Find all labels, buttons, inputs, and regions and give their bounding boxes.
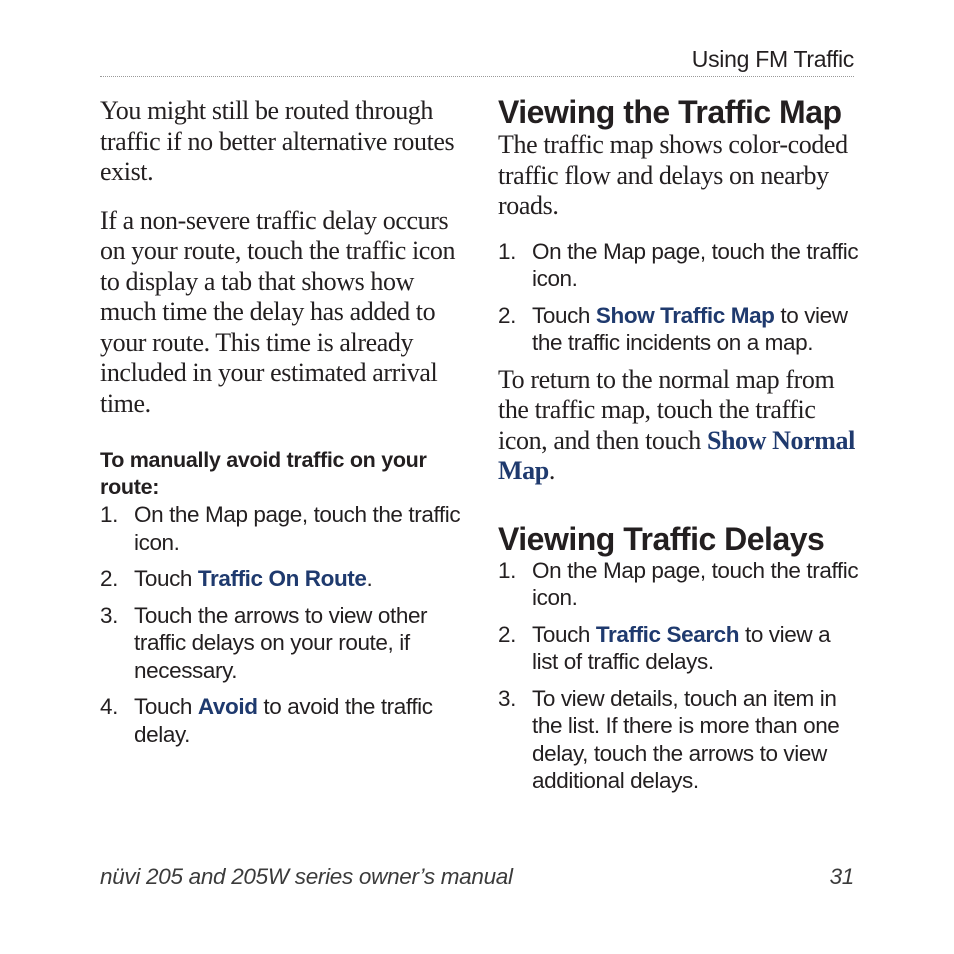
traffic-map-intro: The traffic map shows color-coded traffic flow and delays on nearby roads. [498, 130, 848, 220]
avoid-traffic-steps [100, 501, 462, 748]
step-number: 2. [498, 302, 516, 328]
step-number: 2. [100, 566, 118, 591]
step-text: to view the traffic incidents on a map. [532, 302, 848, 355]
page-number: 31 [829, 864, 854, 889]
step-number: 1. [498, 238, 516, 264]
page-header [100, 44, 854, 77]
traffic-delays-steps [498, 557, 860, 795]
step-text: On the Map page, touch the traffic icon. [532, 557, 859, 610]
section-title-traffic-map: Viewing the Traffic Map [498, 94, 842, 130]
traffic-search-command: Traffic Search [595, 621, 740, 647]
step-number: 2. [498, 621, 516, 647]
step-text: Touch [532, 621, 596, 647]
section-title-traffic-delays: Viewing Traffic Delays [498, 520, 825, 557]
step-text: On the Map page, touch the traffic icon. [134, 502, 461, 555]
step-text: Touch [134, 694, 198, 719]
paragraph-text: To return to the normal map from the traffic map, touch the traffic icon, and then touch [498, 364, 835, 455]
page-footer [100, 864, 854, 890]
right-column [498, 96, 860, 795]
step-number: 1. [100, 502, 118, 527]
traffic-on-route-command: Traffic On Route [197, 566, 367, 591]
step-text: On the Map page, touch the traffic icon. [532, 238, 859, 291]
step-text: . [366, 566, 373, 591]
header-title: Using FM Traffic [691, 46, 854, 72]
left-column [100, 96, 462, 748]
return-to-map-paragraph [498, 365, 860, 487]
list-item [100, 693, 462, 748]
routing-note-paragraph: You might still be routed through traffic if no better alternative routes exist. [100, 96, 455, 186]
step-number: 4. [100, 694, 118, 719]
list-item [498, 238, 860, 293]
procedure-title: To manually avoid traffic on your route: [100, 448, 427, 499]
list-item [100, 565, 462, 593]
list-item [100, 501, 462, 556]
list-item [100, 602, 462, 685]
show-traffic-map-command: Show Traffic Map [595, 302, 775, 328]
list-item [498, 302, 860, 357]
step-text: to avoid the traffic delay. [134, 694, 433, 747]
step-number: 1. [498, 557, 516, 583]
manual-title: nüvi 205 and 205W series owner’s manual [100, 864, 513, 889]
list-item [498, 685, 860, 795]
delay-tab-paragraph: If a non-severe traffic delay occurs on your route, touch the traffic icon to display a tab that shows how much time the delay has added to your route. This time is already included in your estimated arrival time. [100, 205, 456, 418]
list-item [498, 557, 860, 612]
traffic-map-steps [498, 238, 860, 357]
paragraph-text: . [548, 456, 555, 485]
step-text: Touch [134, 566, 198, 591]
step-text: To view details, touch an item in the list. If there is more than one delay, touch the arrows to view additional delays. [532, 685, 840, 793]
step-number: 3. [100, 602, 118, 628]
step-number: 3. [498, 685, 516, 711]
avoid-command: Avoid [197, 694, 258, 719]
list-item [498, 621, 860, 676]
step-text: to view a list of traffic delays. [532, 621, 831, 674]
step-text: Touch [532, 302, 596, 328]
show-normal-map-command: Show Normal Map [498, 425, 855, 485]
step-text: Touch the arrows to view other traffic delays on your route, if necessary. [134, 602, 428, 683]
